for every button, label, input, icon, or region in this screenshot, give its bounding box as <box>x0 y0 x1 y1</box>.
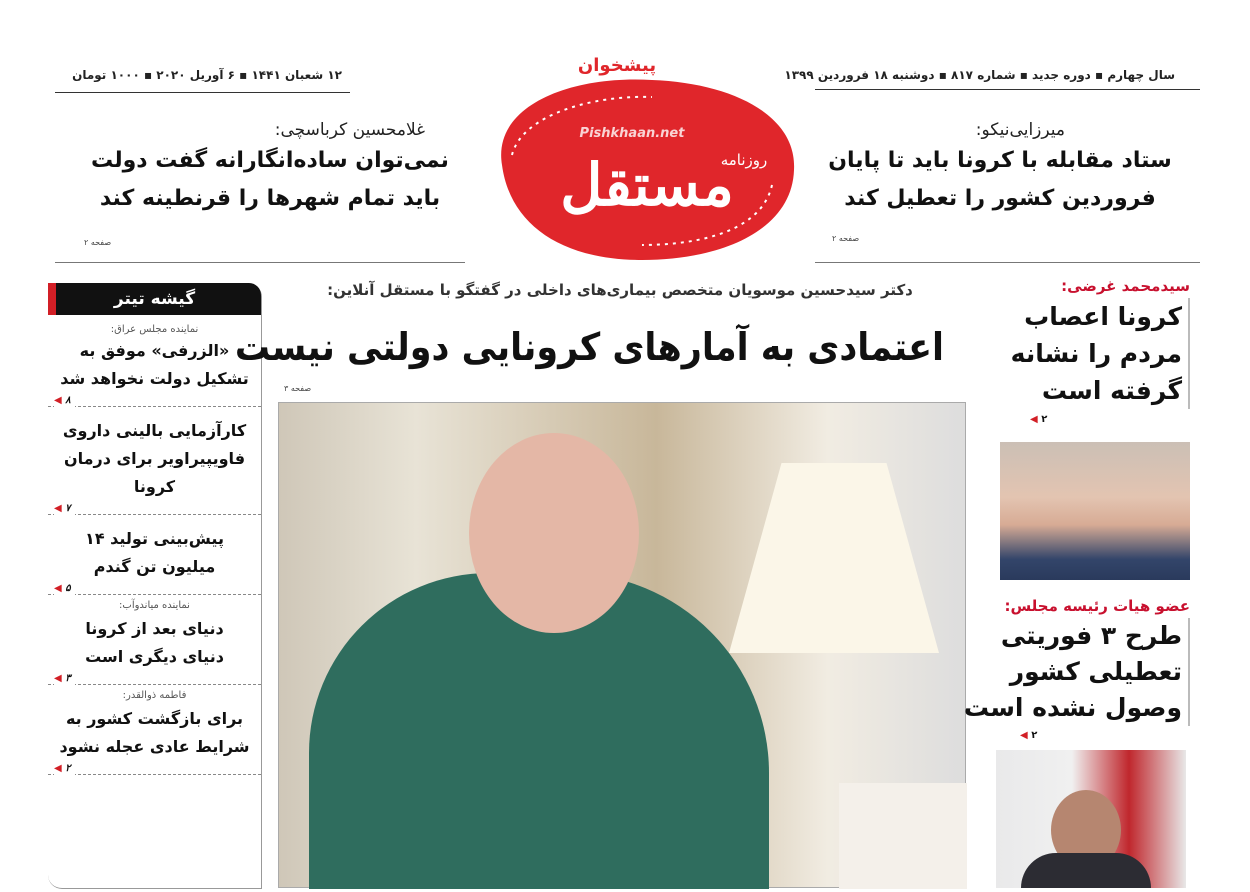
story-kicker: سیدمحمد غرضی: <box>1061 277 1190 295</box>
newspaper-logo <box>482 45 802 270</box>
story-title-line: ستاد مقابله با کرونا باید تا پایان <box>828 148 1172 173</box>
issue-info: سال چهارم ▪ دوره جدید ▪ شماره ۸۱۷ ▪ دوشنبه ۱۸ فروردین ۱۳۹۹ <box>784 68 1175 82</box>
right-story-1[interactable] <box>990 276 1190 426</box>
item-title: دنیای بعد از کرونا دنیای دیگری است <box>85 619 224 666</box>
sidebar-item[interactable] <box>48 519 261 595</box>
svg-text:روزنامه: روزنامه <box>720 151 768 169</box>
story-title-line: کرونا اعصاب <box>1024 302 1182 331</box>
main-headline[interactable]: اعتمادی به آمارهای کرونایی دولتی نیست <box>234 325 944 369</box>
page-ref: ۲ ◀ <box>1030 414 1048 425</box>
story-kicker: عضو هیات رئیسه مجلس: <box>1004 597 1190 615</box>
page-ref: صفحه ۲ <box>84 238 112 247</box>
story-title-line: مردم را نشانه <box>1010 339 1182 368</box>
svg-text:پیشخوان: پیشخوان <box>577 55 657 76</box>
item-kicker: نماینده مجلس عراق: <box>110 324 199 335</box>
divider <box>815 89 1200 90</box>
page-ref: ۸ ◀ <box>54 395 75 407</box>
portrait-photo <box>1000 442 1190 580</box>
page-ref: صفحه ۳ <box>284 384 312 393</box>
divider <box>815 262 1200 263</box>
photo-paper <box>839 783 967 889</box>
story-title-line: فروردین کشور را تعطیل کند <box>844 186 1156 211</box>
item-title: پیش‌بینی تولید ۱۴ میلیون تن گندم <box>85 529 224 576</box>
story-title-line: تعطیلی کشور <box>1009 657 1182 686</box>
story-title-line: وصول نشده است <box>963 693 1182 722</box>
photo-lamp <box>729 463 939 653</box>
page-ref: صفحه ۲ <box>832 234 860 243</box>
item-title: «الزرفی» موفق به تشکیل دولت نخواهد شد <box>60 341 249 388</box>
main-photo <box>278 402 966 888</box>
sidebar-header: گیشه تیتر <box>48 283 261 315</box>
page-ref: ۲ ◀ <box>1020 730 1038 741</box>
sidebar-item[interactable] <box>48 323 261 407</box>
story-title-line: گرفته است <box>1041 376 1182 405</box>
portrait-photo <box>996 750 1186 888</box>
sidebar-item[interactable] <box>48 411 261 515</box>
item-kicker: فاطمه ذوالقدر: <box>122 690 187 701</box>
sidebar-item[interactable] <box>48 689 261 775</box>
story-title-line: باید تمام شهرها را قرنطینه کند <box>99 186 441 211</box>
page-ref: ۵ ◀ <box>54 583 75 595</box>
story-kicker: میرزایی‌نیکو: <box>975 120 1065 140</box>
headline-kiosk-sidebar <box>48 283 262 889</box>
story-title-line: نمی‌توان ساده‌انگارانه گفت دولت <box>91 148 449 173</box>
item-title: کارآزمایی بالینی داروی فاویپیراویر برای درمان کرونا <box>62 421 247 496</box>
svg-text:Pishkhaan.net: Pishkhaan.net <box>579 126 685 141</box>
photo-face <box>469 433 639 633</box>
svg-text:مستقل: مستقل <box>560 151 734 219</box>
item-title: برای بازگشت کشور به شرایط عادی عجله نشود <box>59 709 250 756</box>
story-kicker: غلامحسین کرباسچی: <box>274 120 425 140</box>
main-kicker: دکتر سیدحسین موسویان متخصص بیماری‌های داخلی در گفتگو با مستقل آنلاین: <box>327 281 913 299</box>
right-story-2[interactable] <box>963 596 1190 746</box>
top-right-story[interactable] <box>805 118 1195 218</box>
page-ref: ۲ ◀ <box>54 763 75 775</box>
top-left-story[interactable] <box>75 118 465 218</box>
sidebar-item[interactable] <box>48 599 261 685</box>
divider <box>55 92 350 93</box>
story-title-line: طرح ۳ فوریتی <box>1000 621 1182 650</box>
item-kicker: نماینده میاندوآب: <box>119 600 190 611</box>
divider <box>55 262 465 263</box>
page-ref: ۳ ◀ <box>54 673 75 685</box>
page-ref: ۷ ◀ <box>54 503 75 515</box>
date-price-info: ۱۲ شعبان ۱۴۴۱ ▪ ۶ آوریل ۲۰۲۰ ▪ ۱۰۰۰ تومان <box>72 68 342 82</box>
